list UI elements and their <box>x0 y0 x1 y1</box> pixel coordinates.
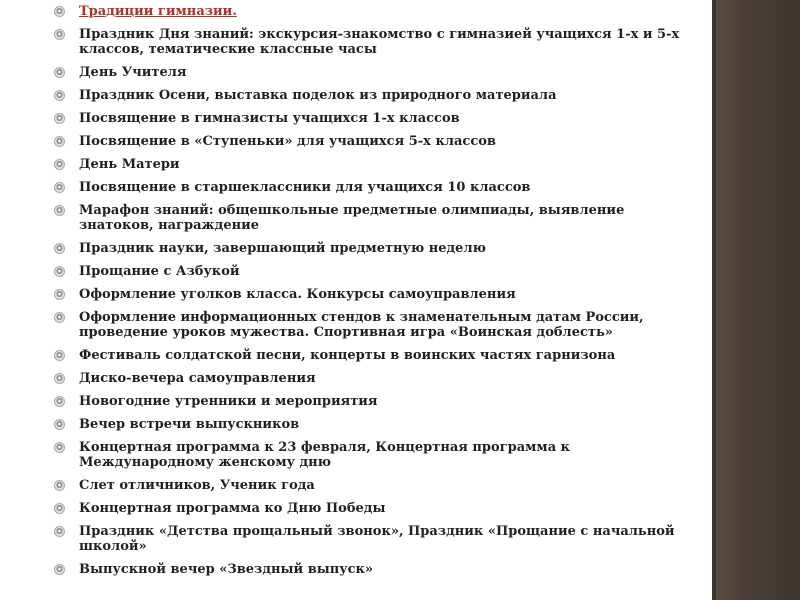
round-bullet-icon <box>54 266 65 277</box>
list-item <box>52 310 702 340</box>
list-item-text: Праздник Дня знаний: экскурсия-знакомство с гимназией учащихся 1-х и 5-х классов, тематические классные часы <box>79 27 680 57</box>
traditions-list <box>52 4 702 585</box>
round-bullet-icon <box>54 159 65 170</box>
list-item-text: Выпускной вечер «Звездный выпуск» <box>79 562 374 577</box>
list-item-text: Марафон знаний: общешкольные предметные олимпиады, выявление знатоков, награждение <box>79 203 625 233</box>
round-bullet-icon <box>54 312 65 323</box>
round-bullet-icon <box>54 136 65 147</box>
list-item-text: Посвящение в «Ступеньки» для учащихся 5-х классов <box>79 134 496 149</box>
round-bullet-icon <box>54 67 65 78</box>
list-item-text: Оформление уголков класса. Конкурсы самоуправления <box>79 287 516 302</box>
list-item <box>52 88 702 103</box>
round-bullet-icon <box>54 182 65 193</box>
round-bullet-icon <box>54 564 65 575</box>
list-item-text: День Матери <box>79 157 180 172</box>
list-item <box>52 440 702 470</box>
round-bullet-icon <box>54 526 65 537</box>
list-item <box>52 157 702 172</box>
list-item-text: Новогодние утренники и мероприятия <box>79 394 378 409</box>
round-bullet-icon <box>54 419 65 430</box>
list-item <box>52 394 702 409</box>
list-item <box>52 203 702 233</box>
round-bullet-icon <box>54 480 65 491</box>
round-bullet-icon <box>54 205 65 216</box>
list-item <box>52 65 702 80</box>
list-item <box>52 27 702 57</box>
list-item <box>52 524 702 554</box>
list-item-text: Фестиваль солдатской песни, концерты в воинских частях гарнизона <box>79 348 616 363</box>
list-item <box>52 501 702 516</box>
list-item-text: Вечер встречи выпускников <box>79 417 300 432</box>
list-item <box>52 417 702 432</box>
list-item-title <box>52 4 702 19</box>
round-bullet-icon <box>54 90 65 101</box>
list-item-text: Праздник «Детства прощальный звонок», Праздник «Прощание с начальной школой» <box>79 524 675 554</box>
list-item-text: Посвящение в старшеклассники для учащихся 10 классов <box>79 180 531 195</box>
side-decoration-band <box>712 0 800 600</box>
list-item-text: Диско-вечера самоуправления <box>79 371 316 386</box>
list-item <box>52 287 702 302</box>
list-item-text: Оформление информационных стендов к знаменательным датам России, проведение уроков мужества. Спортивная игра «Воинская доблесть» <box>79 310 644 340</box>
list-item-text: Праздник науки, завершающий предметную неделю <box>79 241 486 256</box>
round-bullet-icon <box>54 373 65 384</box>
round-bullet-icon <box>54 6 65 17</box>
round-bullet-icon <box>54 503 65 514</box>
list-item-text: Концертная программа к 23 февраля, Концертная программа к Международному женскому дню <box>79 440 571 470</box>
list-item <box>52 371 702 386</box>
round-bullet-icon <box>54 396 65 407</box>
list-item-text: Праздник Осени, выставка поделок из природного материала <box>79 88 557 103</box>
list-item-text: Посвящение в гимназисты учащихся 1-х классов <box>79 111 460 126</box>
list-item-text: День Учителя <box>79 65 187 80</box>
round-bullet-icon <box>54 442 65 453</box>
list-item <box>52 348 702 363</box>
list-item <box>52 180 702 195</box>
slide-title: Традиции гимназии. <box>79 4 237 19</box>
list-item-text: Концертная программа ко Дню Победы <box>79 501 386 516</box>
list-item <box>52 134 702 149</box>
list-item <box>52 562 702 577</box>
list-item <box>52 111 702 126</box>
list-item <box>52 478 702 493</box>
list-item <box>52 264 702 279</box>
list-item <box>52 241 702 256</box>
round-bullet-icon <box>54 350 65 361</box>
round-bullet-icon <box>54 29 65 40</box>
round-bullet-icon <box>54 113 65 124</box>
round-bullet-icon <box>54 289 65 300</box>
round-bullet-icon <box>54 243 65 254</box>
list-item-text: Прощание с Азбукой <box>79 264 240 279</box>
list-item-text: Слет отличников, Ученик года <box>79 478 315 493</box>
